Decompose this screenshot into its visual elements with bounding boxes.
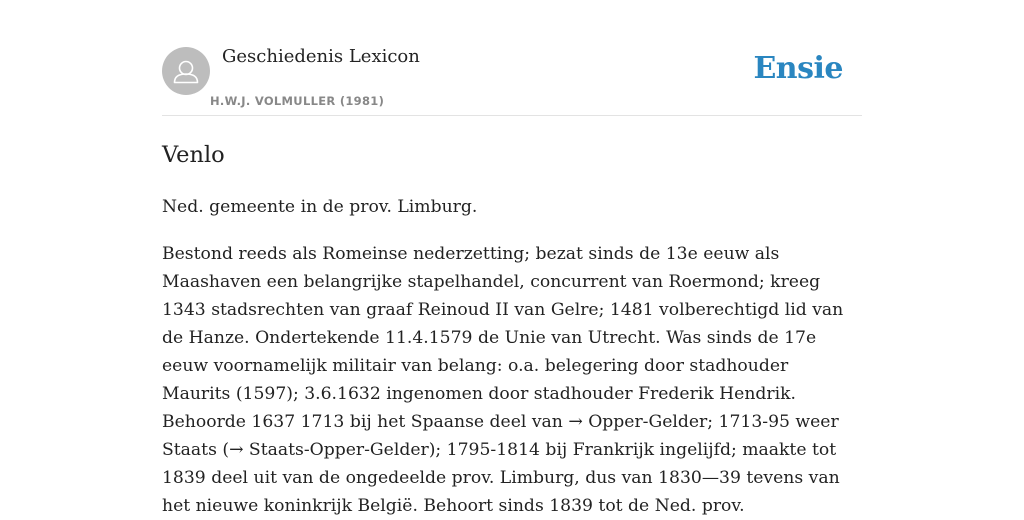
author-credit[interactable]: H.W.J. VOLMULLER (1981) bbox=[210, 94, 385, 108]
entry-paragraph: Ned. gemeente in de prov. Limburg. bbox=[162, 197, 478, 217]
entry-title: Venlo bbox=[162, 142, 225, 168]
user-icon bbox=[162, 47, 210, 95]
entry-paragraph: Bestond reeds als Romeinse nederzetting; bezat sinds de 13e eeuw als Maashaven een belangrijke stapelhandel, concurrent van Roermond; kreeg 1343 stadsrechten van graaf Reinoud II van Gelre; 1481 volberechtigd lid van de Hanze. Ondertekende 11.4.1579 de Unie van Utrecht. Was sinds de 17e eeuw voornamelijk militair van belang: o.a. belegering door stadhouder Maurits (1597); 3.6.1632 ingenomen door stadhouder Frederik Hendrik. Behoorde 1637 1713 bij het Spaanse deel van → Opper-Gelder; 1713-95 weer Staats (→ Staats-Opper-Gelder); 1795-1814 bij Frankrijk ingelijfd; maakte tot 1839 deel uit van de ongedeelde prov. Limburg, dus van 1830—39 tevens van het nieuwe koninkrijk België. Behoort sinds 1839 tot de Ned. prov. bbox=[162, 244, 844, 516]
ensie-logo[interactable]: Ensie bbox=[753, 51, 843, 86]
lexicon-title[interactable]: Geschiedenis Lexicon bbox=[222, 46, 420, 67]
avatar[interactable] bbox=[162, 47, 210, 95]
entry-header bbox=[162, 0, 862, 116]
page bbox=[162, 0, 862, 520]
